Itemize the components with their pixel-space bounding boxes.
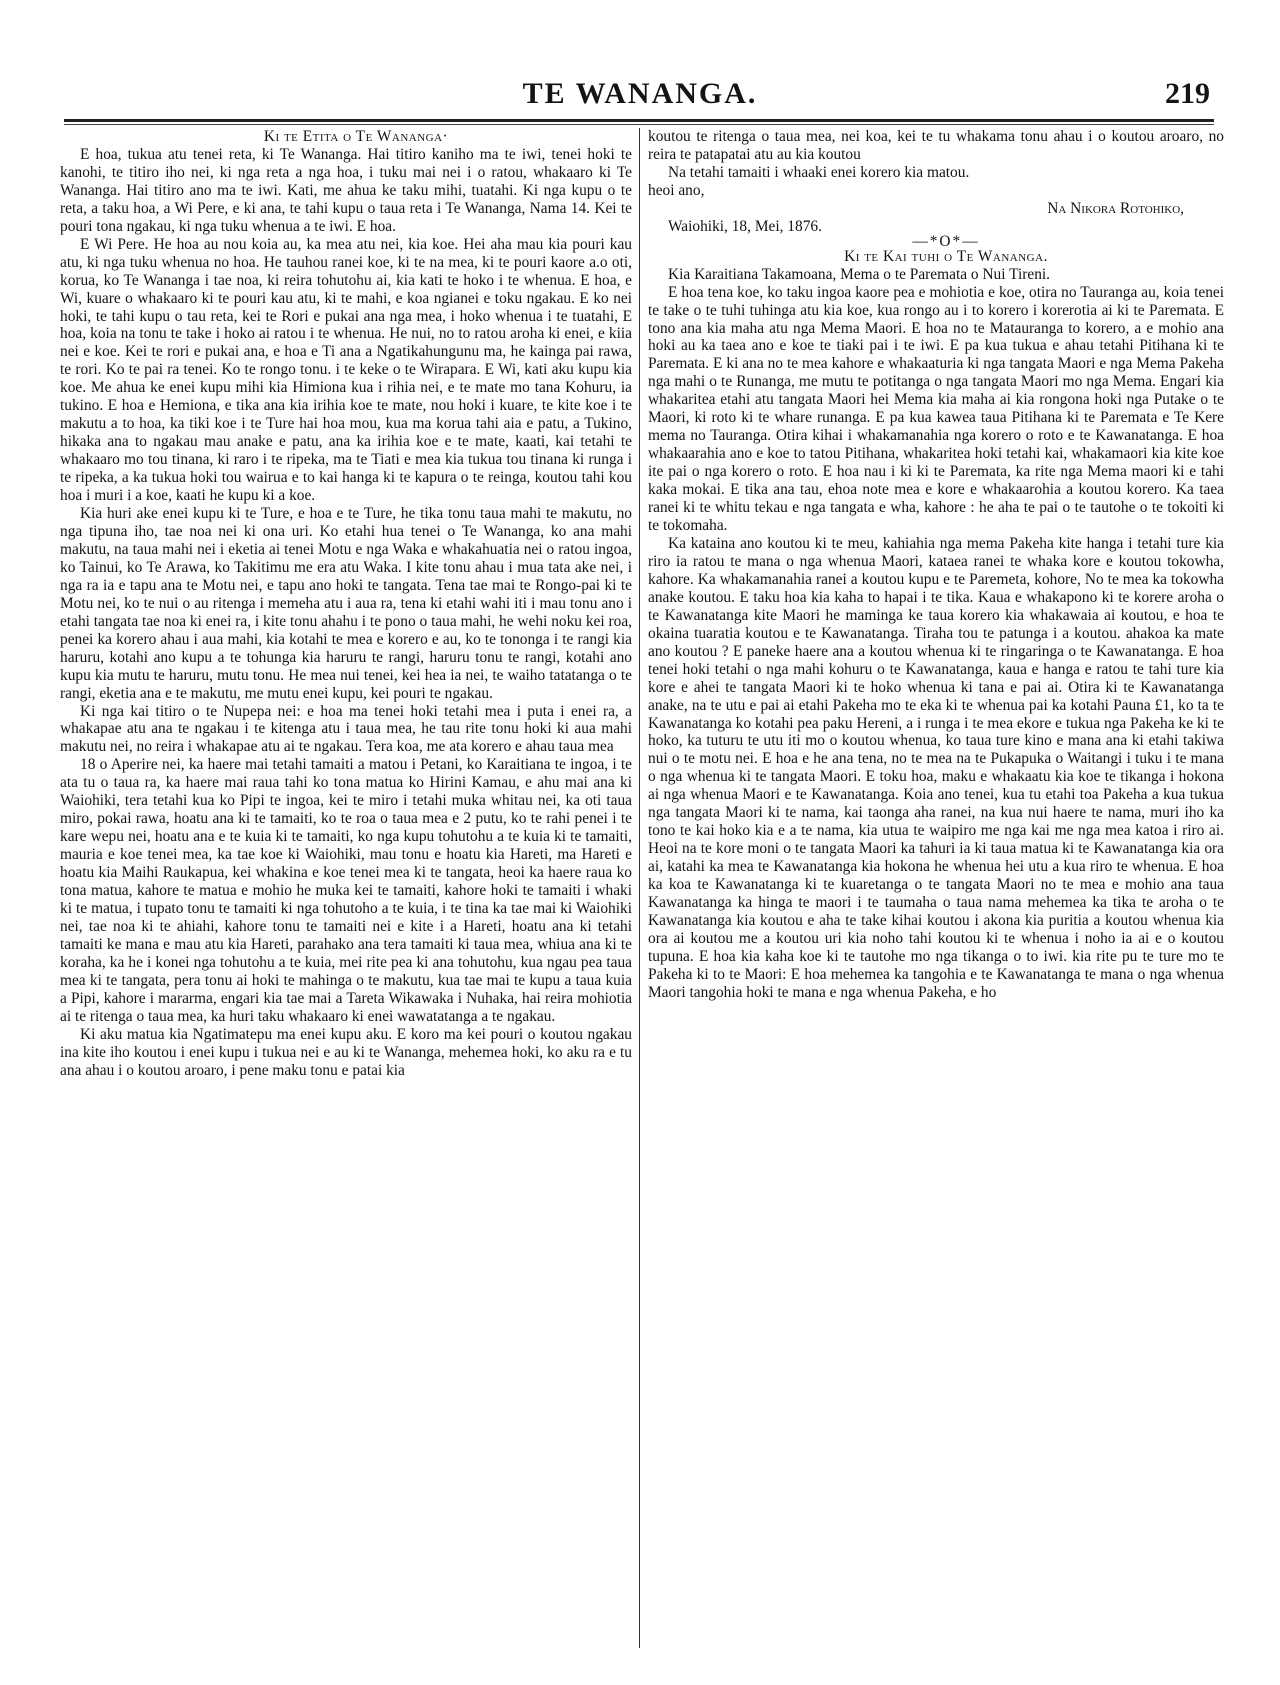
paragraph: Kia huri ake enei kupu ki te Ture, e hoa e te Ture, he tika tonu taua mahi te makutu, no nga tipuna iho, tae noa nei ki ona uri. Ko etahi hua tenei o Te Wananga, ko ana mahi makutu, na taua mahi nei i eketia ai tenei Motu e nga Waka e whakahuatia nei o ratou ingoa, ko Tainui, ko Te Arawa, ko Takitimu me era atu Waka. I kite tonu ahau i mua tata ake nei, i nga ra ia e tapu ana te Motu nei, e tapu ano hoki te tangata. Tena tae mai te Rongo-pai ki te Motu nei, ko te nui o au ritenga i memeha atu i aua ra, tena ki etahi wahi iti i mau tonu ano i etahi tangata tae noa ki enei ra, i kite tonu ahahu i te pono o taua mahi, he wehi noku kei roa, penei ka korero ahau i aua mahi, kia kotahi te mea e korero e au, ko te tononga i te rangi kia haruru, kotahi ano kupu a te tohunga kia haruru te rangi, haruru tonu te rangi, kotahi ano kupu kia mutu te haruru, mutu tonu. He mea nui tenei, kei hea ia nei, te waiho tatatanga o te rangi, eketia ana e te makutu, me mutu enei kupu, kei pouri te ngakau.	[60, 505, 632, 702]
section-heading: Ki te Etita o Te Wananga·	[263, 128, 449, 145]
running-title: TE WANANGA.	[522, 77, 758, 110]
paragraph: E Wi Pere. He hoa au nou koia au, ka mea atu nei, kia koe. Hei aha mau kia pouri kau atu, ki nga tuku whenua no hoa. He tauhou ranei koe, ki te na mea, ki te pouri kaore a.o oti, korua, ko Te Wananga i tae noa, ki reira tohutohu ai, kia kati te hoko i te whenua. E hoa, e Wi, kuare o whakaaro ki te pouri kau atu, ki te mahi, e koa ngianei e toku ngakau. E ko nei hoki, te tahi kupu o tau reta, kei te Rori e pukai ana nga mea, i hoko whenua i te tuatahi, E hoa, koia na tonu te take i hoko ai ratou i te whenua. He nui, no to ratou aroha ki enei, e kiia nei e koe. Kei te rori e pukai ana, e hoa e Ti ana a Ngatikahungunu ma, he kainga pai rawa, te rori. Ko te pai ra tenei. Ko te rongo tonu. i te keke o te Wirapara. E Wi, kati aku kupu kia koe. Me ahua ke enei kupu mihi kia Himiona kua i rihia nei, e te mate mo tana Kohuru, ia tukino. E hoa e Hemiona, e tika ana kia irihia koe te mate, nou hoki i kuare, te kite koe i te makutu a to hoa, ka tiki koe i te Ture hai hoa mou, kua ma korua tahi aia e patu, a Tukino, hikaka ana to ngakau mau anake e patu, ana ka irihia koe e te mate, kaati, kai tetahi te whakaaro mo tou tinana, ki raro i te ripeka, ma te Tiati e mea kia tukua tou tinana ki runga i te ripeka, a ka tukua hoki tou wairua e to kai hanga ki te kapura o te reinga, koutou tahi kou hoa i muri i a koe, kaati he kupu ki a koe.	[60, 235, 632, 505]
page-number: 219	[1165, 77, 1210, 110]
closing: heoi ano,	[648, 181, 705, 199]
right-column	[648, 128, 1224, 1648]
paragraph: Ki aku matua kia Ngatimatepu ma enei kupu aku. E koro ma kei pouri o koutou ngakau ina kite iho koutou i enei kupu i tukua nei e au ki te Wananga, mehemea hoki, ko aku ra e tu ana ahau i o koutou aroaro, i pene maku tonu e patai kia	[60, 1025, 632, 1079]
paragraph: koutou te ritenga o taua mea, nei koa, kei te tu whakama tonu ahau i o koutou aroaro, no reira te patapatai atu au kia koutou	[648, 128, 1224, 163]
paragraph: Na tetahi tamaiti i whaaki enei korero kia matou.	[668, 163, 970, 181]
separator: —*O*—	[912, 232, 980, 250]
column-divider	[639, 128, 640, 1648]
signature: Na Nikora Rotohiko,	[1047, 199, 1184, 217]
paragraph: 18 o Aperire nei, ka haere mai tetahi tamaiti a matou i Petani, ko Karaitiana te ingoa, i te ata tu o taua ra, ka haere mai raua tahi ko tona matua ko Hirini Kamau, e ahu mai ana ki Waiohiki, tera tetahi kua ko Pipi te ingoa, kei te miro i tetahi muka whitau nei, ka oti taua miro, pokai rawa, hoatu ana ki te tamaiti, ko te roa o taua mea e 2 putu, ko te rahi penei i te kare wepu nei, hoatu ana e te kuia ki te tamaiti, ko nga kupu tohutohu a te kuia ki te tamaiti, mauria e koe tenei mea, ka tae koe ki Waiohiki, mau tonu e hoatu kia Hareti, ma Hareti e hoatu kia Maihi Raukapua, kei whakina e koe tenei mea ki te tangata, heoi ka haere raua ko tona matua, kahore te matua e mohio he muka kei te tamaiti, kahore hoki te tamaiti i whaki ki te matua, i tupato tonu te tamaiti ki nga tohutoho a te kuia, i te tina ka tae mai ki Waiohiki nei, tae noa ki te ahiahi, kahore tonu te tamaiti nei e kite i a Hareti, hoatu ana ki tetahi tamaiti ke mana e mau atu kia Hareti, parahako ana tera tamaiti ki taua mea, whiua ana ki te koraha, ka he i konei nga tohutohu a te kuia, mei rite pea ki ana tohutohu, kua ngau pea taua mea ki te tangata, pera tonu ai hoki te mahinga o te makutu, kua tae mai te kupu a taua kuia a Pipi, kahore i mararma, engari kia tae mai a Tareta Wikawaka i Nuhaka, hai reira mohiotia ai te ritenga o taua mea, ka huri taku whakaaro ki enei wawatatanga a te ngakau.	[60, 756, 632, 1025]
paragraph: E hoa, tukua atu tenei reta, ki Te Wananga. Hai titiro kaniho ma te iwi, tenei hoki te kanohi, te titiro iho nei, ki nga reta a nga hoa, i tuku mai nei i o ratou, whakaaro ki Te Wananga. Hai titiro ano ma te iwi. Kati, me ahua ke taku mihi, tuatahi. Ki nga kupu o te reta, a taku hoa, a Wi Pere, e ki ana, te tahi kupu o taua reta i Te Wananga, Nama 14. Kei te pouri tona ngakau, ki nga tuku whenua a te iwi. E hoa.	[60, 145, 632, 235]
section-heading: Ki te Kai tuhi o Te Wananga.	[844, 247, 1048, 265]
left-column	[60, 128, 632, 1648]
page-header	[60, 74, 1220, 114]
paragraph: Ki nga kai titiro o te Nupepa nei: e hoa ma tenei hoki tetahi mea i puta i enei ra, a whakapae atu ana te ngakau i te kitenga atu i taua mea, he tau rite tonu hoki ki aua mahi makutu nei, no reira i whakapae atu ai te ngakau. Tera koa, me ata korero e ahau taua mea	[60, 702, 632, 756]
dateline: Waiohiki, 18, Mei, 1876.	[668, 217, 822, 235]
paragraph: E hoa tena koe, ko taku ingoa kaore pea e mohiotia e koe, otira no Tauranga au, koia tenei te take o te tuhi tuhinga atu kia koe, kua rongo au i to korero i korerotia ai ki te Paremata. E tono ana kia maha atu nga Mema Maori. E hoa no te Matauranga to korero, a e mohio ana hoki au ka taea ano e koe te tiaki pai i te iwi. E pa kua tukua e ahau tetahi Pitihana ki te Paremata. E ki ana no te mea kahore e whakaaturia ki nga tangata Maori e nga Mema Pakeha nga mahi o te Runanga, me mutu te potitanga o nga tangata Maori mo nga Mema. Engari kia whakaritea etahi atu tangata Maori hei Mema kia maha ai kia rongona hoki nga Putake o te Maori, ki roto ki te whare runanga. E pa kua kawea taua Pitihana ki te Paremata e Te Kere mema no Tauranga. Otira kihai i whakamanahia nga korero o roto e te Kawanatanga. E hoa whakaarahia ano e koe to tatou Pitihana, whakaritea hoki tetahi kai, whakamaori kia kite koe ite pai o nga korero o roto. E hoa nau i ki ki te Paremata, ka rite nga Mema maori ki e tahi kaka mokai. E tika ana tau, ehoa note mea e kore e whakaarohia a koutou korero. Ka taea ranei ki te whitu tekau e nga tangata e wha, kahore : he aha te pai o te tautohe o te tokoiti ki te tokomaha.	[648, 283, 1224, 535]
paragraph: Ka kataina ano koutou ki te meu, kahiahia nga mema Pakeha kite hanga i tetahi ture kia riro ia ratou te mana o nga whenua Maori, kataea ranei te whaka kore e koutou tokowha, kahore. Ka whakamanahia ranei a koutou kupu e te Paremeta, kohore, No te mea ka tokowha anake koutou. E taku hoa kia kaha to hapai i te tika. Kaua e whakapono ki te korere aroha o te Kawanatanga kite Maori he maminga ke taua korero kia whakawaia ai koutou, e hoa te okaina tuaratia koutou e te Kawanatanga. Tiraha tou te patunga i a koutou. ahakoa ka mate ano koutou ? E paneke haere ana a koutou whenua ki te ringaringa o te Kawanatanga. E hoa tenei hoki tetahi o nga mahi kohuru o te Kawanatanga, kaua e hanga e ratou te tahi ture kia kore e ahei te tangata Maori ki te hoko whenua ki tana e pai ai. Otira ki te Kawanatanga anake, na te utu e pai ai etahi Pakeha mo te eka ki te whenua pai ka kotahi Pauna £1, ko ta te Kawanatanga ko kotahi pea paku Hereni, a i runga i te mea ekore e tukua nga Pakeha ke ki te hoko, ka tuturu te utu iti mo o koutou whenua, ko taua ture kino e mana ana ki etahi takiwa nui o te motu nei. E hoa e he ana tena, no te mea na te Pukapuka o Waitangi i tuku i te mana o nga whenua ki te tangata Maori. E toku hoa, maku e whakaatu kia koe te tikanga i hokona ai nga whenua Maori e te Kawanatanga. Koia ano tenei, kua tu etahi toa Pakeha a kua tukua nga tangata Maori ki te nama, kai taonga aha ranei, na kua nui haere te nama, muri iho ka tono te kai hoko kia e a te nama, kia utua te waipiro me nga kai me nga mea katoa i riro ai. Heoi na te kore moni o te tangata Maori ka tahuri ia ki taua matua ki te Kawanatanga kia ora ai, katahi ka mea te Kawanatanga kia hokona he whenua hei utu a kua riro te whenua. E hoa ka koa te Kawanatanga ki te kuaretanga o te tangata Maori no te mea e mohio ana taua Kawanatanga ka hinga te maori i te taumaha o taua nama mehemea ka tika te aroha o te Kawanatanga kia koutou e aha te take kihai koutou i akona kia puritia a koutou whenua kia ora ai koutou me a koutou uri kia noho tahi koutou ki te whenua i noho ia ai e o koutou tupuna. E hoa kia kaha koe ki te tautohe mo nga tikanga o to iwi. kia rite pu te ture mo te Pakeha ki to te Maori: E hoa mehemea ka tangohia e te Kawanatanga te mana o nga whenua Maori tangohia hoki te mana e nga whenua Pakeha, e ho	[648, 534, 1224, 1001]
salutation: Kia Karaitiana Takamoana, Mema o te Paremata o Nui Tireni.	[668, 265, 1051, 283]
header-rule	[64, 119, 1214, 122]
header-rule-thin	[64, 124, 1214, 125]
